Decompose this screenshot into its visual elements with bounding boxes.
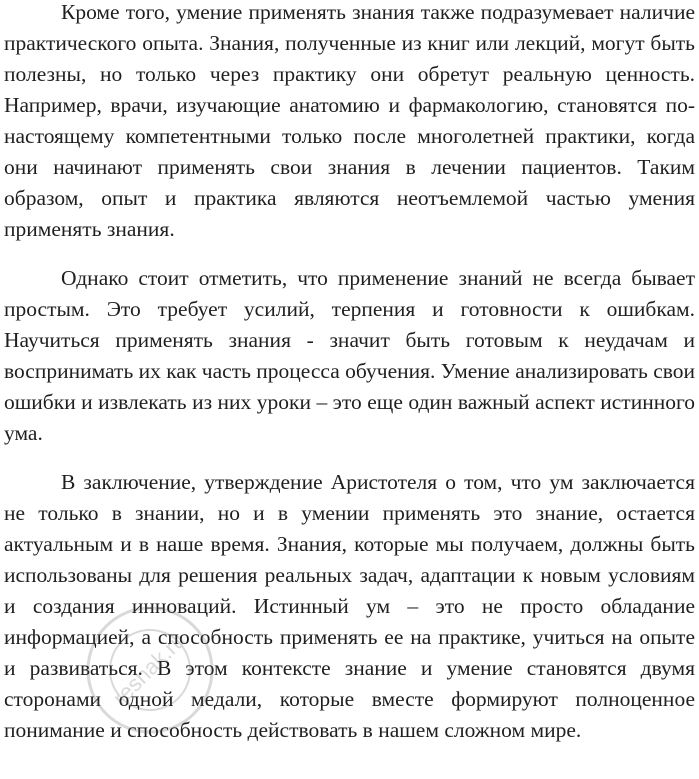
paragraph-3: В заключение, утверждение Аристотеля о том, что ум заключается не только в знании, но и в умении применять это знание, остается актуальным и в наше время. Знания, которые мы получаем, должны быть использованы для решения реальных задач, адаптации к новым условиям и создания инноваций. Истинный ум – это не просто обладание информацией, а способность применять ее на практике, учиться на опыте и развиваться. В этом контексте знание и умение становятся двумя сторонами одной медали, которые вместе формируют полноценное понимание и способность действовать в нашем сложном мире. xyxy=(4,470,695,742)
document-text xyxy=(4,0,695,764)
paragraph-1: Кроме того, умение применять знания также подразумевает наличие практического опыта. Знания, полученные из книг или лекций, могут быть полезны, но только через практику они обретут реальную ценность. Например, врачи, изучающие анатомию и фармакологию, становятся по-настоящему компетентными только после многолетней практики, когда они начинают применять свои знания в лечении пациентов. Таким образом, опыт и практика являются неотъемлемой частью умения применять знания. xyxy=(4,0,695,241)
watermark-text: reshak.ru xyxy=(107,627,191,711)
paragraph-2: Однако стоит отметить, что применение знаний не всегда бывает простым. Это требует усилий, терпения и готовности к ошибкам. Научиться применять знания - значит быть готовым к неудачам и воспринимать их как часть процесса обучения. Умение анализировать свои ошибки и извлекать из них уроки – это еще один важный аспект истинного ума. xyxy=(4,266,695,445)
